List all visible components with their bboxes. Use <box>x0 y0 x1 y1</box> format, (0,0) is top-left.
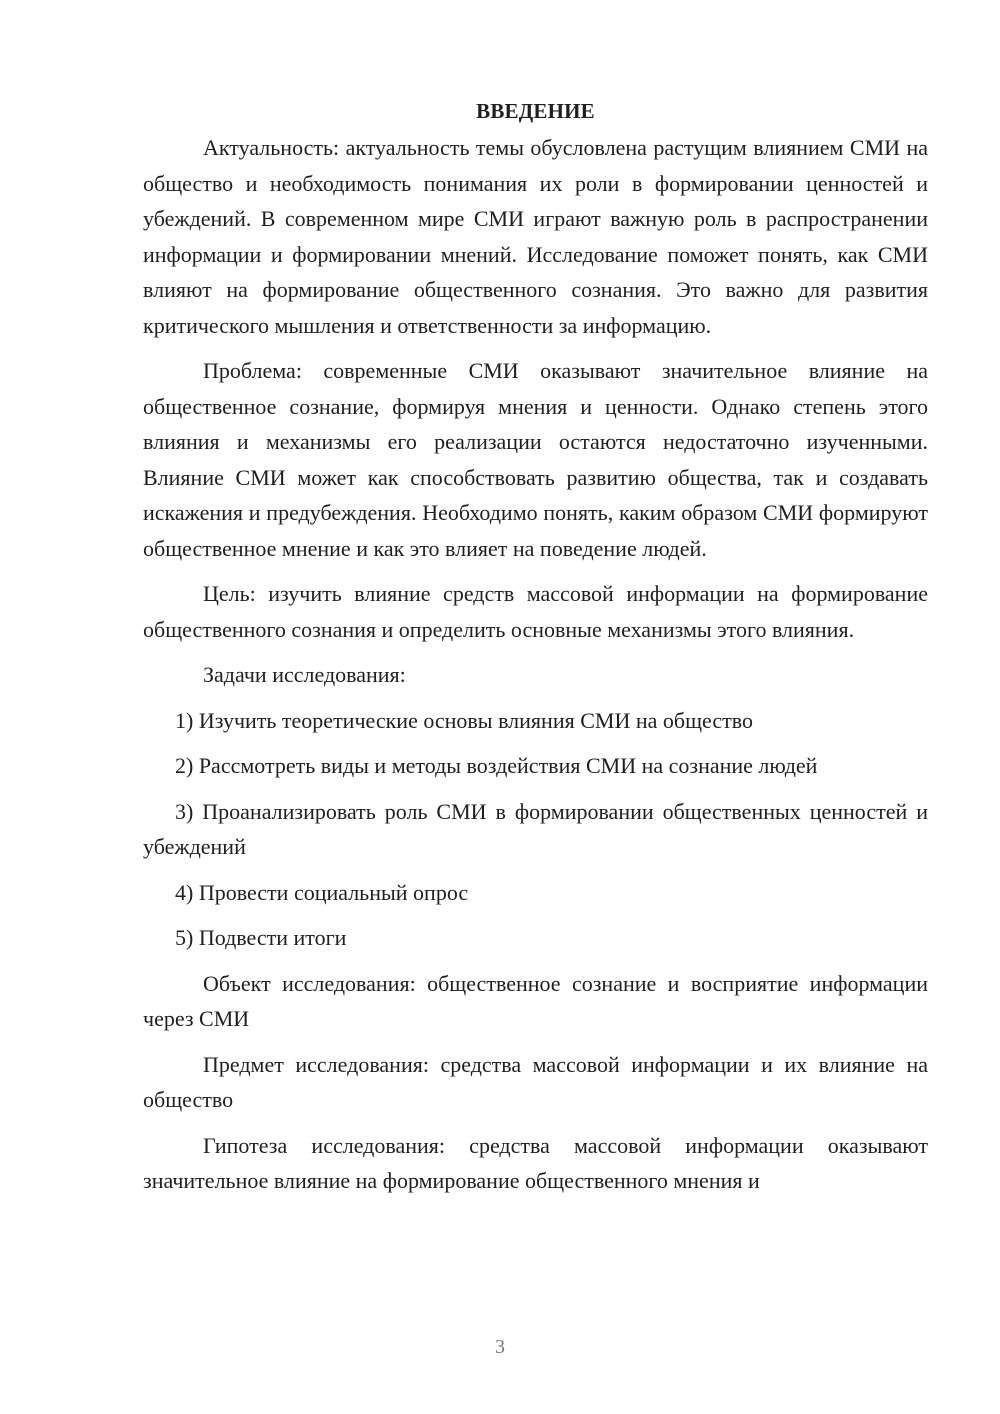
task-item: 3) Проанализировать роль СМИ в формировании общественных ценностей и убеждений <box>143 798 928 859</box>
page-content <box>143 96 928 1209</box>
object-paragraph: Объект исследования: общественное сознание и восприятие информации через СМИ <box>143 970 928 1031</box>
task-item: 5) Подвести итоги <box>175 925 347 950</box>
section-title: ВВЕДЕНИЕ <box>476 99 595 123</box>
task-item: 1) Изучить теоретические основы влияния СМИ на общество <box>175 707 753 733</box>
relevance-paragraph: Актуальность: актуальность темы обусловлена растущим влиянием СМИ на общество и необходимость понимания их роли в формировании ценностей и убеждений. В современном мире СМИ играют важную роль в распространении информации и формировании мнений. Исследование поможет понять, как СМИ влияют на формирование общественного сознания. Это важно для развития критического мышления и ответственности за информацию. <box>143 135 928 338</box>
page-number: 3 <box>495 1336 505 1358</box>
hypothesis-paragraph: Гипотеза исследования: средства массовой информации оказывают значительное влияние на формирование общественного мнения и <box>143 1132 928 1193</box>
problem-paragraph: Проблема: современные СМИ оказывают значительное влияние на общественное сознание, формируя мнения и ценности. Однако степень этого влияния и механизмы его реализации остаются недостаточно изученными. Влияние СМИ может как способствовать развитию общества, так и создавать искажения и предубеждения. Необходимо понять, каким образом СМИ формируют общественное мнение и как это влияет на поведение людей. <box>143 358 928 561</box>
subject-paragraph: Предмет исследования: средства массовой информации и их влияние на общество <box>143 1051 928 1112</box>
task-item: 4) Провести социальный опрос <box>175 879 469 905</box>
tasks-heading: Задачи исследования: <box>203 662 406 687</box>
task-item: 2) Рассмотреть виды и методы воздействия СМИ на сознание людей <box>175 753 818 778</box>
goal-paragraph: Цель: изучить влияние средств массовой информации на формирование общественного сознания и определить основные механизмы этого влияния. <box>143 581 928 642</box>
